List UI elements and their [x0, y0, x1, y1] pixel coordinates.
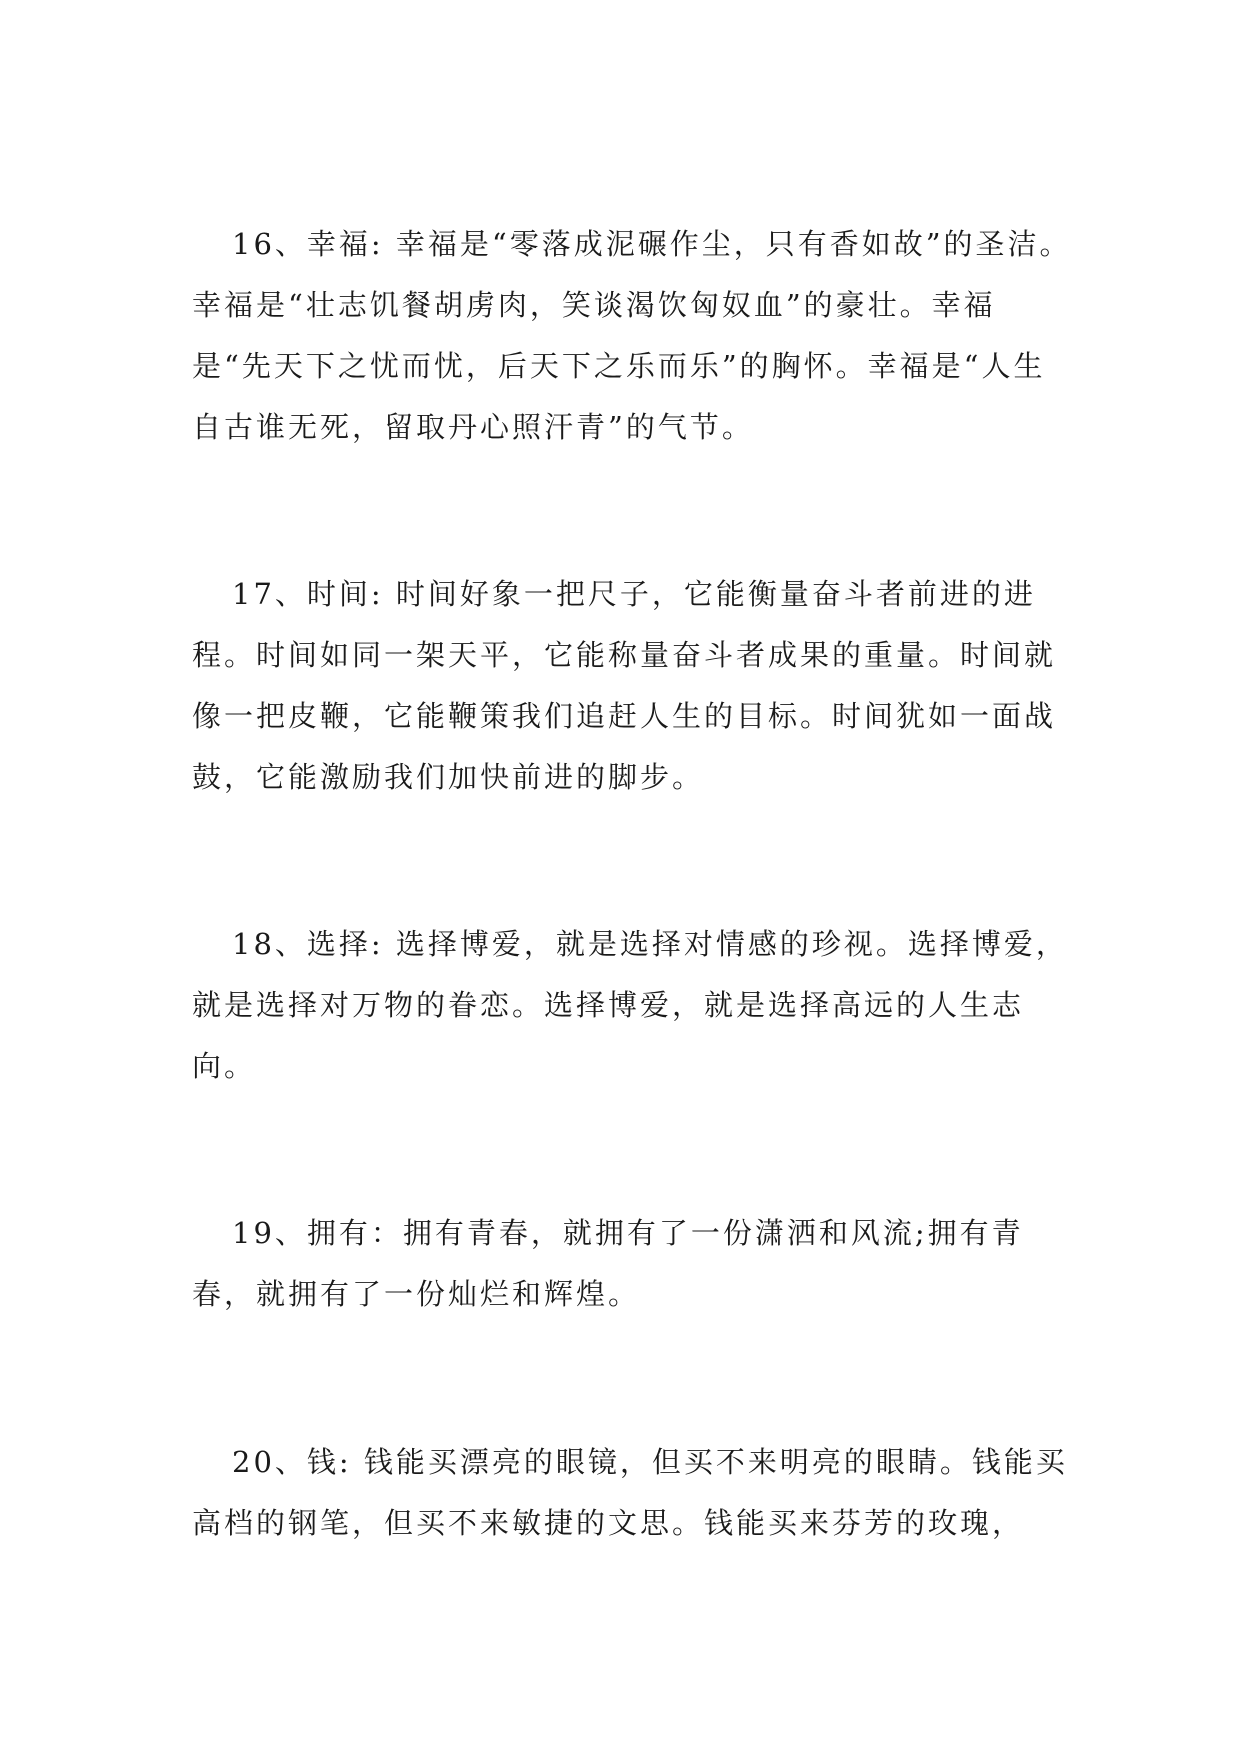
paragraph-18: 18、选择: 选择博爱，就是选择对情感的珍视。选择博爱，就是选择对万物的眷恋。选择博爱，就是选择高远的人生志向。 [192, 927, 1068, 1083]
paragraph-16: 16、幸福: 幸福是“零落成泥碾作尘，只有香如故”的圣洁。幸福是“壮志饥餐胡虏肉，笑谈渴饮匈奴血”的豪壮。幸福是“先天下之忧而忧，后天下之乐而乐”的胸怀。幸福是“人生自古谁无死，留取丹心照汗青”的气节。 [192, 227, 1072, 444]
paragraph-19: 19、拥有：拥有青春，就拥有了一份潇洒和风流;拥有青春，就拥有了一份灿烂和辉煌。 [192, 1216, 1024, 1311]
paragraph-20: 20、钱: 钱能买漂亮的眼镜，但买不来明亮的眼睛。钱能买高档的钢笔，但买不来敏捷的文思。钱能买来芬芳的玫瑰， [192, 1445, 1068, 1540]
paragraph-17: 17、时间: 时间好象一把尺子，它能衡量奋斗者前进的进程。时间如同一架天平，它能称量奋斗者成果的重量。时间就像一把皮鞭，它能鞭策我们追赶人生的目标。时间犹如一面战鼓，它能激励我们加快前进的脚步。 [192, 577, 1057, 794]
